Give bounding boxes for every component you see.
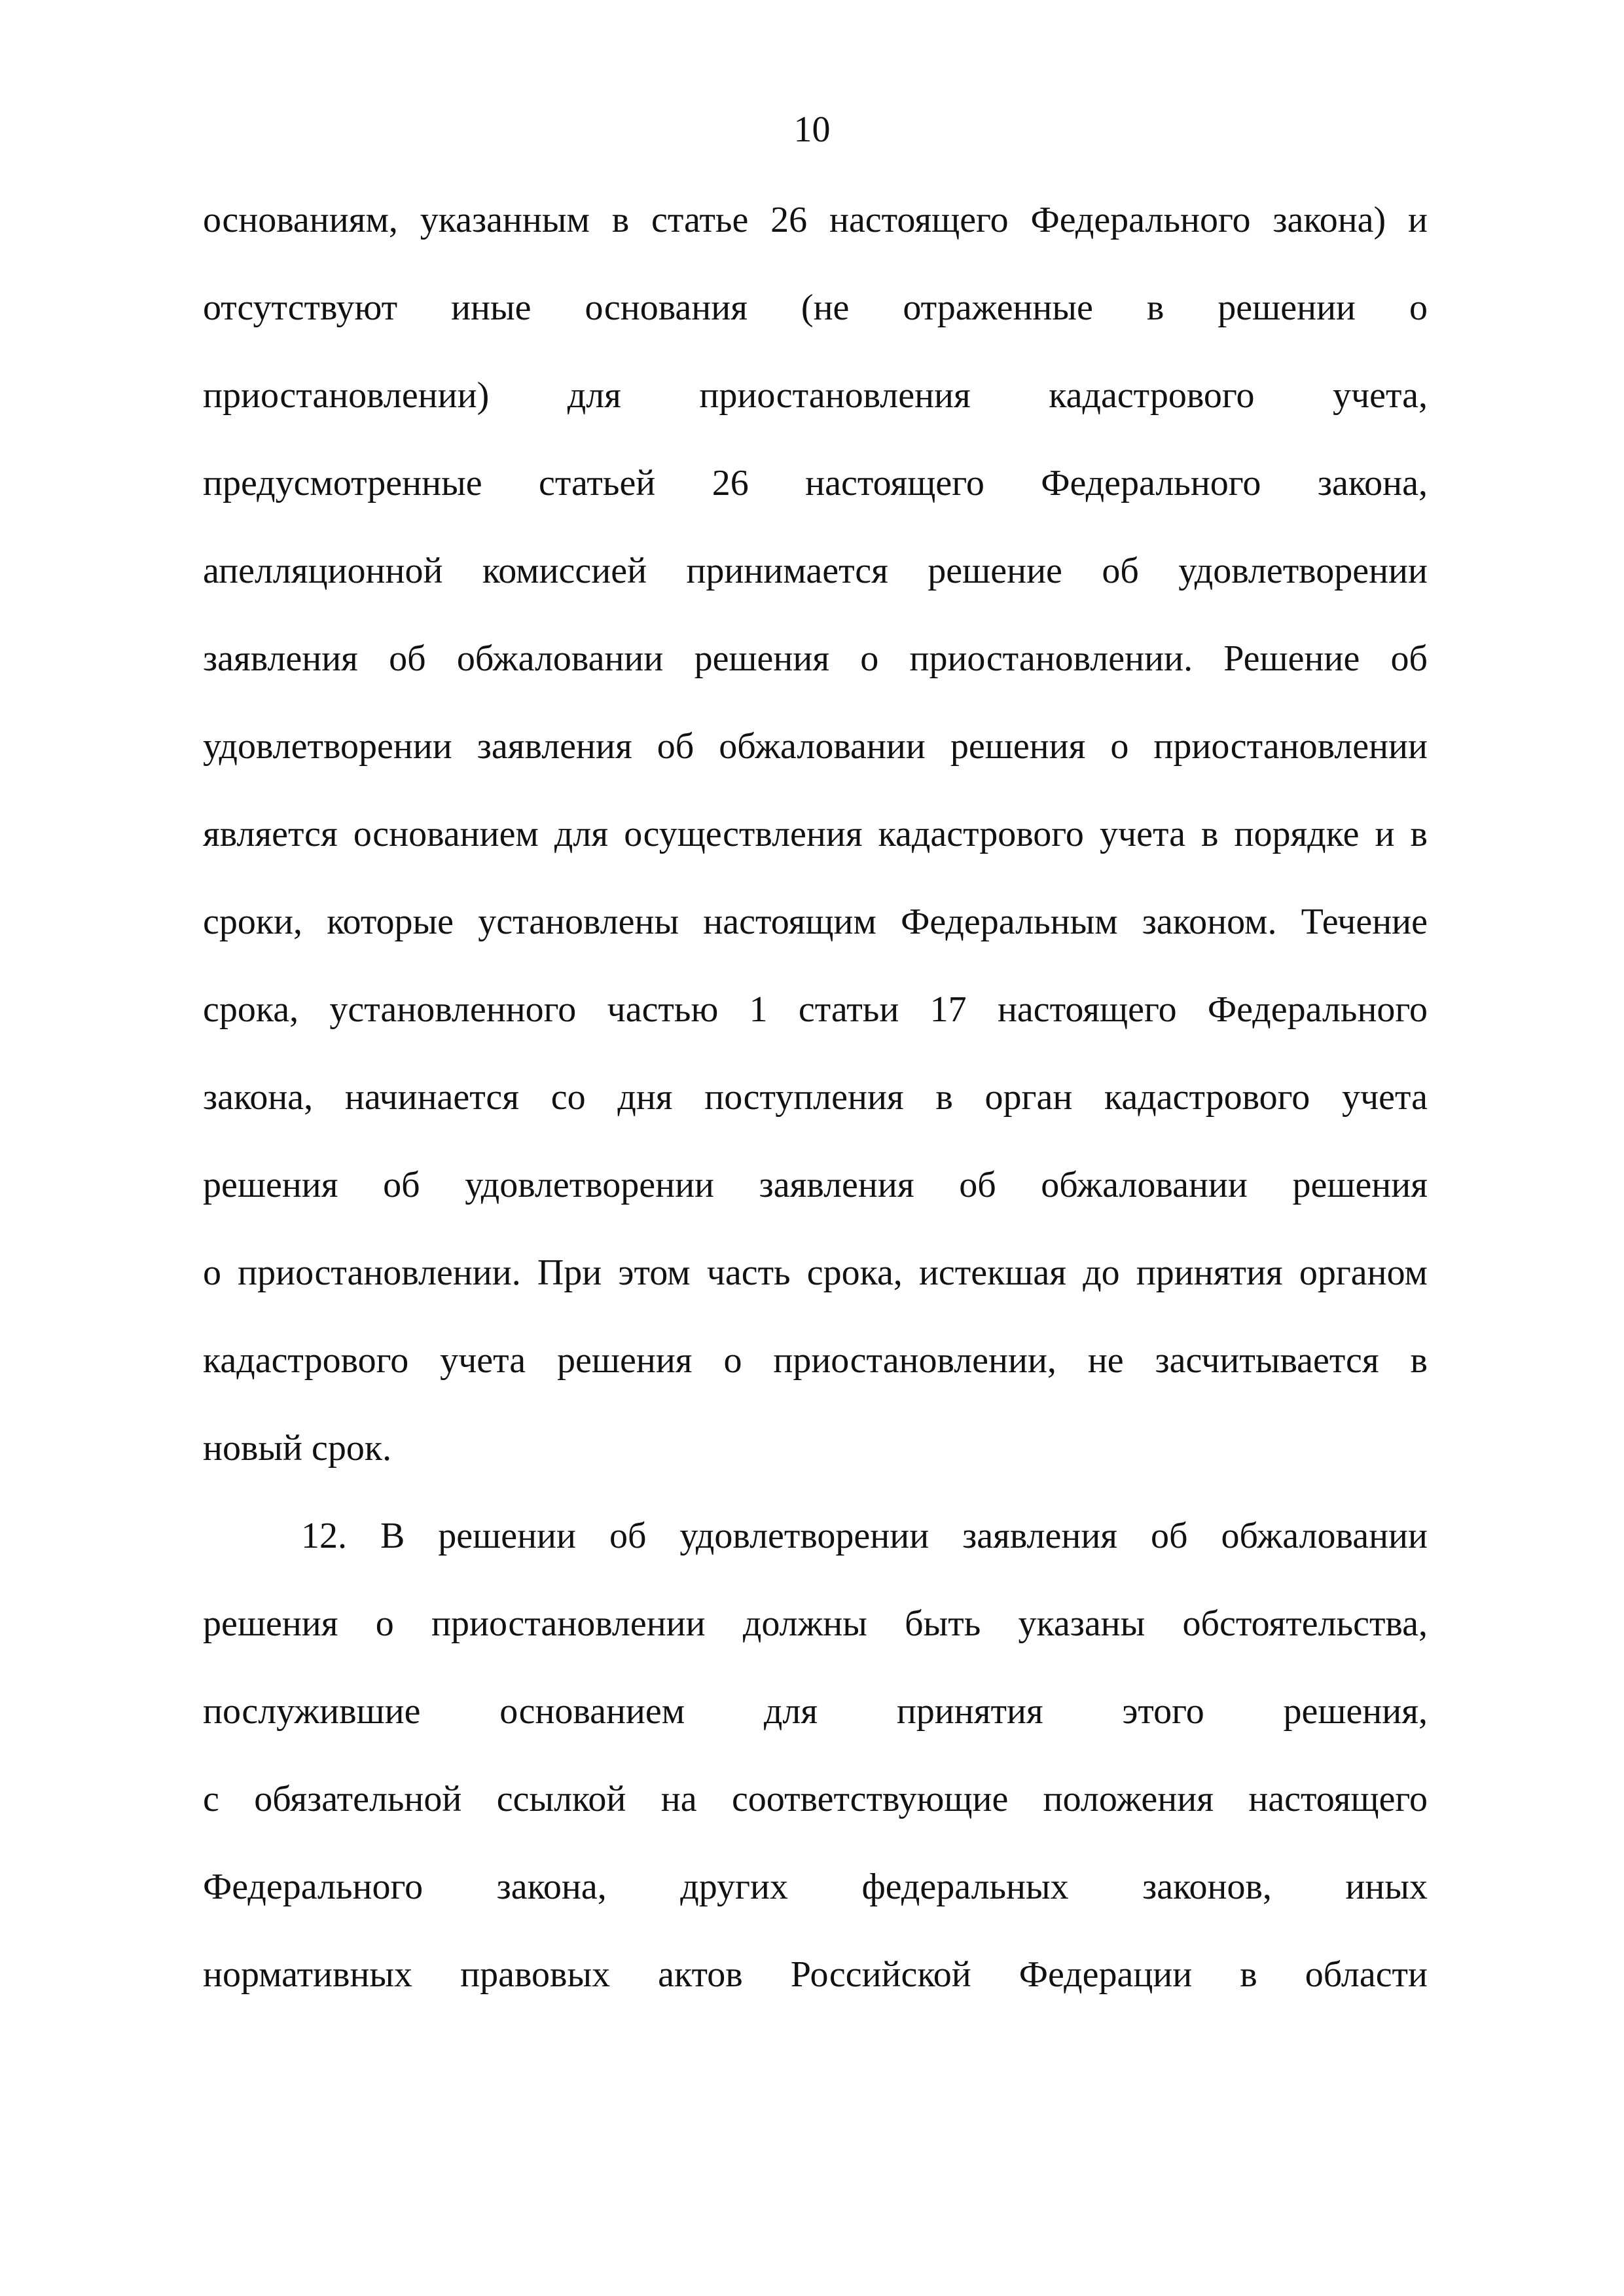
text-line: срока, установленного частью 1 статьи 17 настоящего Федерального <box>203 989 1428 1030</box>
text-line: апелляционной комиссией принимается решение об удовлетворении <box>203 551 1428 591</box>
text-line: нормативных правовых актов Российской Федерации в области <box>203 1954 1428 1995</box>
text-line: основаниям, указанным в статье 26 настоящего Федерального закона) и <box>203 200 1428 240</box>
text-line: новый срок. <box>203 1428 392 1468</box>
text-line: приостановлении) для приостановления кадастрового учета, <box>203 375 1428 416</box>
text-line: с обязательной ссылкой на соответствующие положения настоящего <box>203 1779 1428 1819</box>
text-line: является основанием для осуществления кадастрового учета в порядке и в <box>203 814 1428 854</box>
text-line: послужившие основанием для принятия этого решения, <box>203 1691 1428 1732</box>
paragraph-12-first-line: 12. В решении об удовлетворении заявления об обжаловании <box>301 1516 1428 1556</box>
text-line: решения об удовлетворении заявления об обжаловании решения <box>203 1165 1428 1205</box>
text-line: кадастрового учета решения о приостановлении, не засчитывается в <box>203 1340 1428 1381</box>
text-line: решения о приостановлении должны быть указаны обстоятельства, <box>203 1603 1428 1644</box>
page-number: 10 <box>793 109 831 150</box>
text-line: закона, начинается со дня поступления в орган кадастрового учета <box>203 1077 1428 1118</box>
text-line: удовлетворении заявления об обжаловании решения о приостановлении <box>203 726 1428 767</box>
text-line: сроки, которые установлены настоящим Федеральным законом. Течение <box>203 902 1428 942</box>
text-line: предусмотренные статьей 26 настоящего Федерального закона, <box>203 463 1428 503</box>
text-line: Федерального закона, других федеральных законов, иных <box>203 1867 1428 1907</box>
text-line: отсутствуют иные основания (не отраженные в решении о <box>203 287 1428 328</box>
text-line: заявления об обжаловании решения о приостановлении. Решение об <box>203 638 1428 679</box>
text-line: о приостановлении. При этом часть срока, истекшая до принятия органом <box>203 1252 1428 1293</box>
